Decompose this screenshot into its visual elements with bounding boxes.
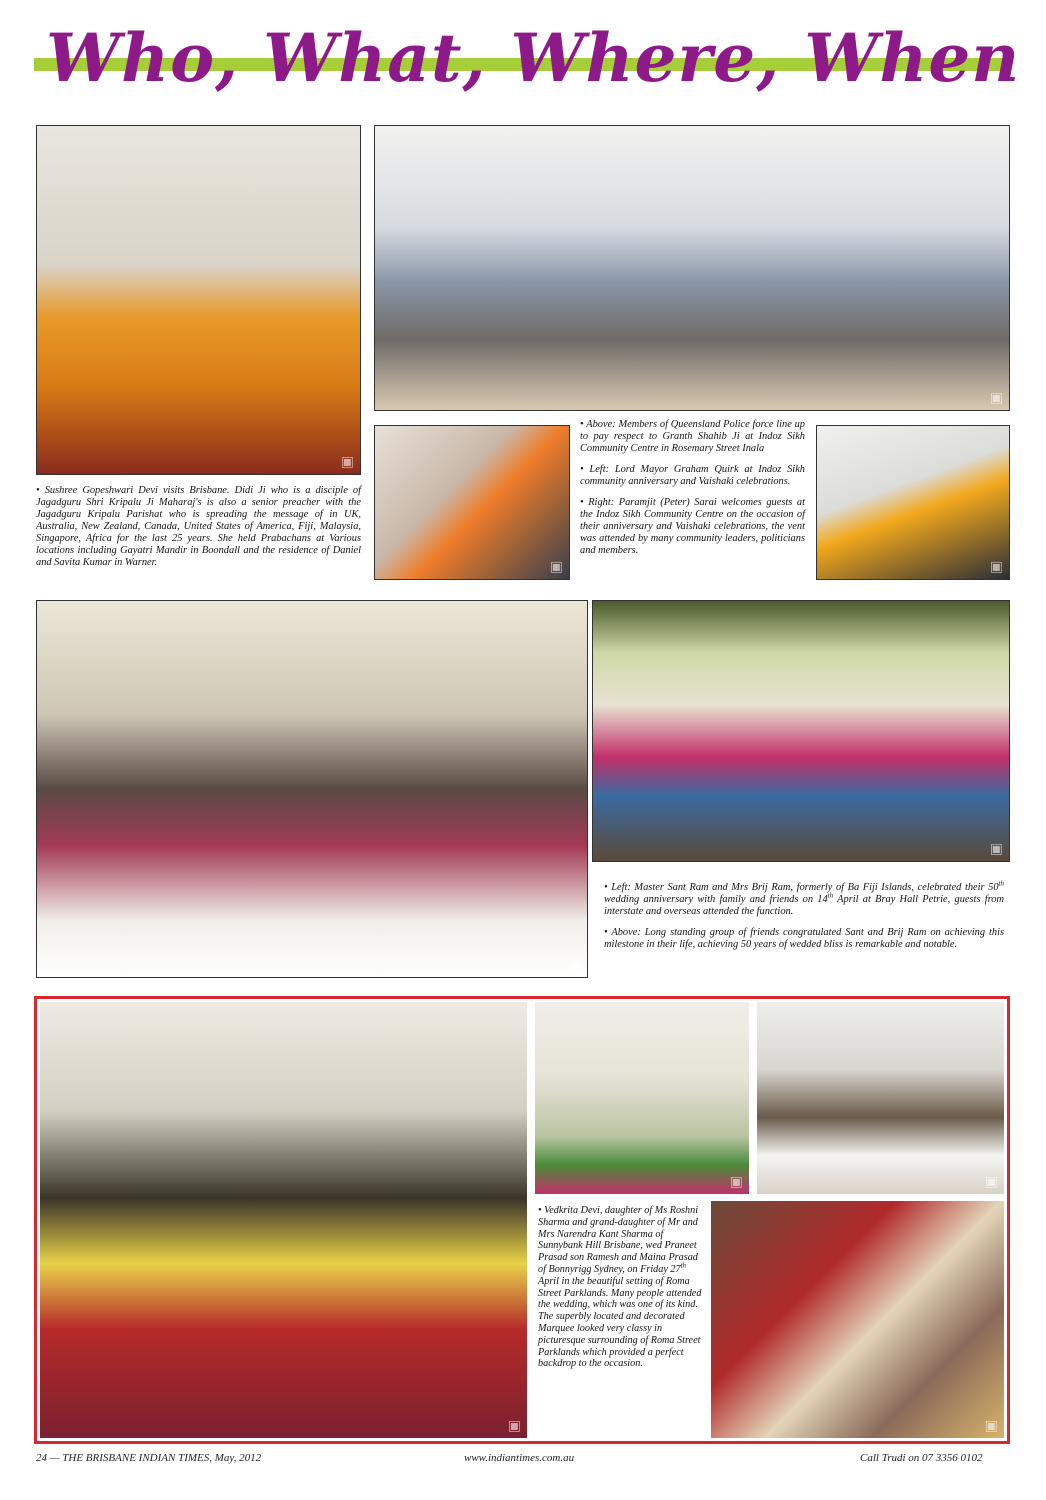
caption-sushree-devi: • Sushree Gopeshwari Devi visits Brisbane. Didi Ji who is a disciple of Jagadguru Shri Kripalu Ji Maharaj's is also a senior preacher with the Jagadguru Kripalu Parishat who is spreading the message of in UK, Australia, New Zealand, Canada, United States of America, Fiji, Malaysia, Singapore, Africa for the last 25 years. She held Prabachans at Various locations including Gayatri Mandir in Boondall and the residence of Daniel and Savita Kumar in Warner. [36, 485, 361, 568]
photo-wedding-marquee [754, 999, 1007, 1197]
photo-sikh-police-lineup [374, 125, 1010, 411]
photo-icon: ▣ [984, 1174, 998, 1190]
photo-wedding-ceremony [37, 999, 530, 1441]
footer-website: www.indiantimes.com.au [464, 1452, 575, 1464]
photo-sushree-devi [36, 125, 361, 475]
photo-paramjit-sarai [816, 425, 1010, 580]
caption-sikh-community [580, 419, 805, 566]
photo-icon: ▣ [989, 390, 1003, 406]
photo-wedding-couple [708, 1198, 1007, 1441]
caption-wedding: • Vedkrita Devi, daughter of Ms Roshni Sharma and grand-daughter of Mr and Mrs Narendra Kant Sharma of Sunnybank Hill Brisbane, wed Praneet Prasad son Ramesh and Maina Prasad of Bonnyrigg Sydney, on Friday 27th April in the beautiful setting of Roma Street Parklands. Many people attended the wedding, which was one of its kind. The superbly located and decorated Marquee looked very classy in picturesque surrounding of Roma Street Parklands which provided a perfect backdrop to the occasion. [538, 1205, 702, 1370]
photo-icon: ▣ [549, 559, 563, 575]
photo-anniversary-friends [592, 600, 1010, 862]
photo-icon: ▣ [989, 841, 1003, 857]
photo-icon: ▣ [729, 1174, 743, 1190]
footer-contact: Call Trudi on 07 3356 0102 [860, 1452, 983, 1464]
photo-lord-mayor [374, 425, 570, 580]
photo-icon: ▣ [507, 1418, 521, 1434]
photo-anniversary-family [36, 600, 588, 978]
caption-sikh-above: • Above: Members of Queensland Police force line up to pay respect to Granth Shahib Ji at Indoz Sikh Community Centre in Rosemary Street Inala [580, 419, 805, 454]
photo-wedding-mandap [532, 999, 752, 1197]
photo-icon: ▣ [340, 454, 354, 470]
footer-page-info: 24 — THE BRISBANE INDIAN TIMES, May, 2012 [36, 1452, 262, 1464]
page-title: Who, What, Where, When [46, 19, 1021, 97]
photo-icon: ▣ [989, 559, 1003, 575]
photo-icon: ▣ [567, 957, 581, 973]
page-header [0, 0, 1046, 110]
caption-sikh-left: • Left: Lord Mayor Graham Quirk at Indoz Sikh community anniversary and Vaishaki celebrations. [580, 464, 805, 487]
caption-sikh-right: • Right: Paramjit (Peter) Sarai welcomes guests at the Indoz Sikh Community Centre on the occasion of their anniversary and Vaishaki celebrations, the vent was attended by many community leaders, politicians and members. [580, 497, 805, 556]
caption-anniversary-left: • Left: Master Sant Ram and Mrs Brij Ram, formerly of Ba Fiji Islands, celebrated their 50th wedding anniversary with family and friends on 14th April at Bray Hall Petrie, guests from interstate and overseas attended the function. [604, 879, 1004, 917]
photo-icon: ▣ [984, 1418, 998, 1434]
caption-anniversary [604, 879, 1004, 960]
caption-anniversary-above: • Above: Long standing group of friends congratulated Sant and Brij Ram on achieving this milestone in their life, achieving 50 years of wedded bliss is remarkable and notable. [604, 927, 1004, 950]
